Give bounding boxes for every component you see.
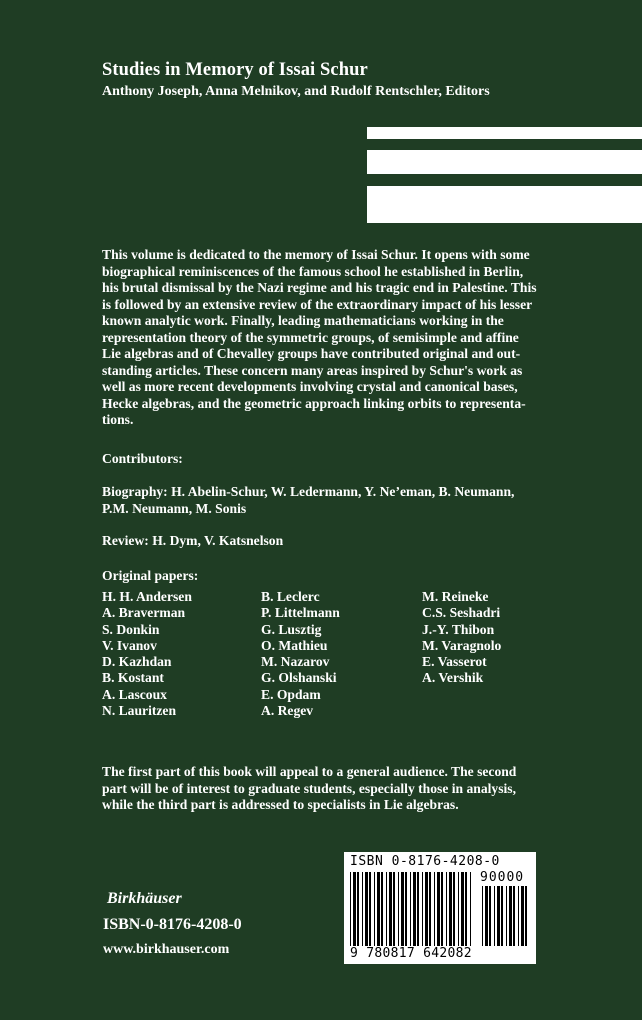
barcode-bar xyxy=(417,872,419,946)
barcode-bar xyxy=(489,886,491,946)
barcode-bar xyxy=(458,872,459,946)
barcode-bar xyxy=(453,872,455,946)
author-name: M. Nazarov xyxy=(261,654,330,670)
barcode-bar xyxy=(365,872,368,946)
author-name: O. Mathieu xyxy=(261,637,328,653)
barcode-bar xyxy=(425,872,428,946)
barcode-bar xyxy=(482,886,483,946)
barcode-bar xyxy=(485,886,488,946)
barcode-bar xyxy=(461,872,464,946)
papers-column-1 xyxy=(102,589,192,719)
barcode-bar xyxy=(441,872,443,946)
author-name: V. Ivanov xyxy=(102,637,157,653)
author-name: N. Lauritzen xyxy=(102,703,177,719)
barcode-bar xyxy=(470,872,471,946)
decorative-bar xyxy=(367,150,642,174)
papers-column-2 xyxy=(261,589,340,719)
biography-line: Biography: H. Abelin-Schur, W. Ledermann, Y. Ne’eman, B. Neumann, xyxy=(102,484,515,499)
author-name: G. Lusztig xyxy=(261,621,322,637)
barcode-bar xyxy=(353,872,356,946)
barcode-ean-digits: 9 780817 642082 xyxy=(350,946,472,961)
biography-line: P.M. Neumann, M. Sonis xyxy=(102,500,247,516)
barcode-bar xyxy=(357,872,359,946)
description-line: is followed by an extensive review of the extraordinary impact of his lesser xyxy=(102,296,533,312)
barcode-bar xyxy=(405,872,407,946)
barcode-bar xyxy=(446,872,447,946)
description-paragraph xyxy=(102,247,552,429)
review-contributors: Review: H. Dym, V. Katsnelson xyxy=(102,533,284,548)
description-line: known analytic work. Finally, leading mathematicians working in the xyxy=(102,313,504,328)
papers-column-3 xyxy=(422,589,501,687)
barcode-bar xyxy=(525,886,527,946)
barcode-bar xyxy=(393,872,395,946)
publisher-name: Birkhäuser xyxy=(107,890,182,907)
barcode-bar xyxy=(437,872,440,946)
barcode-bar xyxy=(413,872,416,946)
barcode-bar xyxy=(521,886,524,946)
barcode-bar xyxy=(501,886,503,946)
author-name: C.S. Seshadri xyxy=(422,605,501,621)
author-name: M. Varagnolo xyxy=(422,637,502,653)
author-name: P. Littelmann xyxy=(261,605,340,621)
barcode-bar xyxy=(374,872,375,946)
barcode-bar xyxy=(410,872,411,946)
author-name: E. Vasserot xyxy=(422,654,487,670)
contributors-heading: Contributors: xyxy=(102,451,183,466)
barcode-addon-bars xyxy=(482,886,530,946)
barcode-bar xyxy=(381,872,383,946)
audience-paragraph xyxy=(102,764,552,814)
publisher-isbn: ISBN-0-8176-4208-0 xyxy=(103,916,242,933)
author-name: A. Braverman xyxy=(102,605,186,621)
barcode-bar xyxy=(513,886,515,946)
barcode-bar xyxy=(465,872,467,946)
publisher-url: www.birkhauser.com xyxy=(103,942,230,957)
author-name: J.-Y. Thibon xyxy=(422,621,495,637)
barcode-bar xyxy=(422,872,423,946)
barcode-bar xyxy=(497,886,500,946)
description-line: well as more recent developments involving crystal and canonical bases, xyxy=(102,379,518,394)
barcode-bar xyxy=(369,872,371,946)
barcode-bar xyxy=(398,872,399,946)
author-name: S. Donkin xyxy=(102,621,160,637)
author-name: A. Regev xyxy=(261,703,314,719)
audience-line: while the third part is addressed to specialists in Lie algebras. xyxy=(102,797,459,812)
barcode-bar xyxy=(506,886,507,946)
decorative-bar xyxy=(367,186,642,223)
barcode-bar xyxy=(509,886,512,946)
description-line: representation theory of the symmetric groups, of semisimple and affine xyxy=(102,329,519,345)
audience-line: part will be of interest to graduate students, especially those in analysis, xyxy=(102,780,516,796)
barcode-bar xyxy=(350,872,351,946)
barcode-bar xyxy=(386,872,387,946)
barcode-isbn-label: ISBN 0-8176-4208-0 xyxy=(350,854,500,869)
description-line: Lie algebras and of Chevalley groups have contributed original and out- xyxy=(102,346,521,361)
barcode-bar xyxy=(362,872,363,946)
barcode-bar xyxy=(494,886,495,946)
barcode-bar xyxy=(429,872,431,946)
barcode-bar xyxy=(518,886,519,946)
book-title: Studies in Memory of Issai Schur xyxy=(102,60,368,80)
author-name: A. Lascoux xyxy=(102,686,167,702)
author-name: H. H. Andersen xyxy=(102,589,192,604)
author-name: A. Vershik xyxy=(422,670,484,686)
barcode-bar xyxy=(401,872,404,946)
isbn-barcode xyxy=(344,852,536,964)
editors-line: Anthony Joseph, Anna Melnikov, and Rudolf Rentschler, Editors xyxy=(102,84,490,99)
barcode-bar xyxy=(377,872,380,946)
description-line: This volume is dedicated to the memory of Issai Schur. It opens with some xyxy=(102,247,530,262)
description-line: tions. xyxy=(102,412,134,427)
author-name: E. Opdam xyxy=(261,686,321,702)
author-name: B. Leclerc xyxy=(261,589,320,604)
barcode-bar xyxy=(449,872,452,946)
author-name: D. Kazhdan xyxy=(102,654,172,670)
author-name: M. Reineke xyxy=(422,589,489,604)
audience-line: The first part of this book will appeal to a general audience. The second xyxy=(102,764,517,779)
barcode-bars xyxy=(350,872,474,946)
author-name: B. Kostant xyxy=(102,670,164,686)
description-line: Hecke algebras, and the geometric approach linking orbits to representa- xyxy=(102,395,526,411)
decorative-bar xyxy=(367,127,642,139)
original-papers-heading: Original papers: xyxy=(102,568,199,583)
description-line: biographical reminiscences of the famous school he established in Berlin, xyxy=(102,263,524,279)
barcode-addon-digits: 90000 xyxy=(480,870,525,885)
author-name: G. Olshanski xyxy=(261,670,337,686)
description-line: his brutal dismissal by the Nazi regime and his tragic end in Palestine. This xyxy=(102,280,537,295)
barcode-bar xyxy=(434,872,435,946)
barcode-bar xyxy=(389,872,392,946)
biography-contributors xyxy=(102,484,552,517)
description-line: standing articles. These concern many areas inspired by Schur's work as xyxy=(102,362,523,378)
